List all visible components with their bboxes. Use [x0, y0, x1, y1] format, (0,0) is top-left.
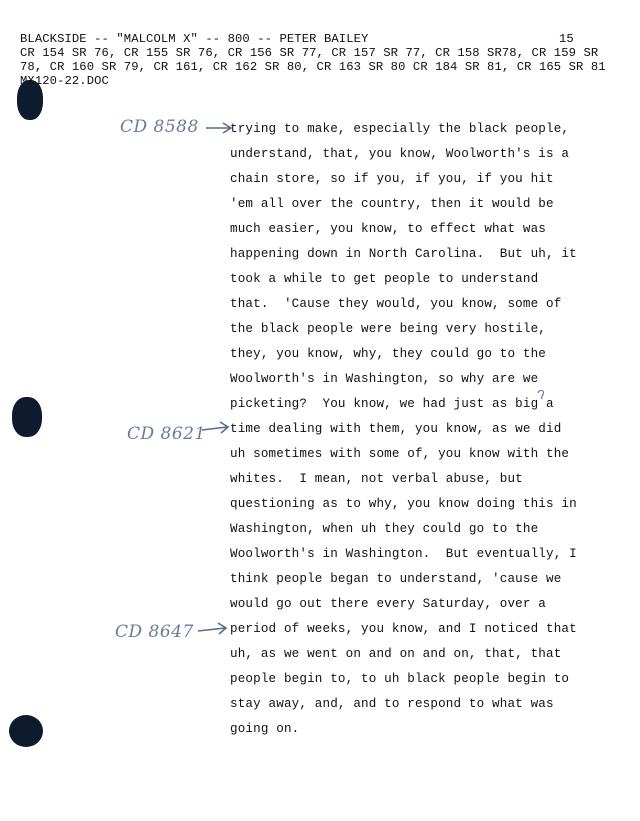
body-line: questioning as to why, you know doing this in: [230, 497, 577, 511]
body-line: uh sometimes with some of, you know with the: [230, 447, 570, 461]
body-line: stay away, and, and to respond to what was: [230, 697, 554, 711]
binder-hole-middle: [12, 397, 42, 437]
body-line: chain store, so if you, if you, if you hit: [230, 172, 554, 186]
body-line: going on.: [230, 722, 300, 736]
header-title: BLACKSIDE -- "MALCOLM X" -- 800 -- PETER BAILEY: [20, 32, 369, 46]
binder-hole-bottom: [9, 715, 43, 747]
header-reel-line-1: CR 154 SR 76, CR 155 SR 76, CR 156 SR 77, CR 157 SR 77, CR 158 SR78, CR 159 SR: [20, 46, 599, 60]
body-line: would go out there every Saturday, over a: [230, 597, 547, 611]
header-filename: MX120-22.DOC: [20, 74, 109, 88]
body-line: Woolworth's in Washington, so why are we: [230, 372, 539, 386]
handwritten-note-2: CD 8621: [127, 424, 206, 444]
body-line: happening down in North Carolina. But uh, it: [230, 247, 577, 261]
body-line: the black people were being very hostile,: [230, 322, 547, 336]
header-reel-line-2: 78, CR 160 SR 79, CR 161, CR 162 SR 80, CR 163 SR 80 CR 184 SR 81, CR 165 SR 81: [20, 60, 606, 74]
body-line: whites. I mean, not verbal abuse, but: [230, 472, 523, 486]
handwritten-note-1: CD 8588: [120, 117, 199, 137]
body-line: they, you know, why, they could go to the: [230, 347, 547, 361]
body-line: uh, as we went on and on and on, that, that: [230, 647, 562, 661]
body-line: trying to make, especially the black people,: [230, 122, 570, 136]
handwritten-note-3: CD 8647: [115, 622, 194, 642]
body-line: 'em all over the country, then it would be: [230, 197, 554, 211]
body-line: picketing? You know, we had just as big a: [230, 397, 554, 411]
body-line: people begin to, to uh black people begin to: [230, 672, 570, 686]
body-line: much easier, you know, to effect what was: [230, 222, 547, 236]
page-number: 15: [559, 32, 574, 46]
body-line: that. 'Cause they would, you know, some of: [230, 297, 562, 311]
body-line: understand, that, you know, Woolworth's is a: [230, 147, 570, 161]
body-line: took a while to get people to understand: [230, 272, 539, 286]
body-line: Washington, when uh they could go to the: [230, 522, 539, 536]
body-line: Woolworth's in Washington. But eventually, I: [230, 547, 577, 561]
arrow-icon: [200, 420, 232, 436]
arrow-icon: [196, 621, 230, 637]
body-line: think people began to understand, 'cause we: [230, 572, 562, 586]
body-line: time dealing with them, you know, as we did: [230, 422, 562, 436]
body-line: period of weeks, you know, and I noticed that: [230, 622, 577, 636]
